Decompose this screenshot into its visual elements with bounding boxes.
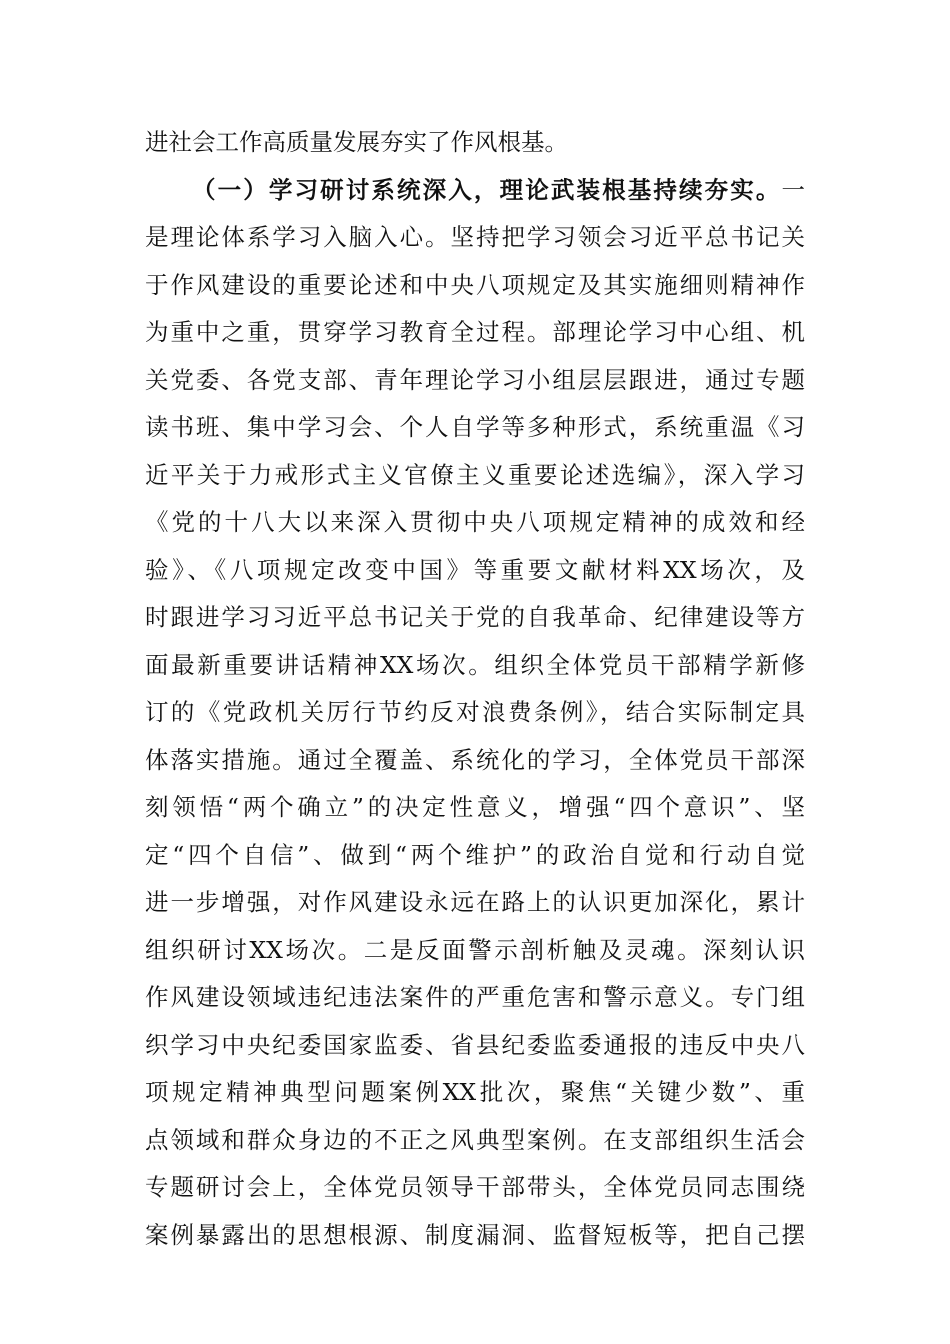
- text-line: 近平关于力戒形式主义官僚主义重要论述选编》，深入学习: [145, 460, 805, 489]
- section-heading: （一）学习研讨系统深入，理论武装根基持续夯实。: [192, 175, 782, 204]
- body-text: [145, 119, 805, 1259]
- text-line: 案例暴露出的思想根源、制度漏洞、监督短板等，把自己摆: [145, 1220, 805, 1249]
- text-line: 关党委、各党支部、青年理论学习小组层层跟进，通过专题: [145, 365, 805, 394]
- text-line-tail: 一: [781, 175, 805, 204]
- text-line: 作风建设领域违纪违法案件的严重危害和警示意义。专门组: [145, 983, 805, 1011]
- text-line: 定“四个自信”、做到“两个维护”的政治自觉和行动自觉: [145, 840, 805, 869]
- text-line: 《党的十八大以来深入贯彻中央八项规定精神的成效和经: [145, 508, 805, 536]
- text-line: 刻领悟“两个确立”的决定性意义，增强“四个意识”、坚: [145, 793, 805, 821]
- text-line: 订的《党政机关厉行节约反对浪费条例》，结合实际制定具: [145, 698, 805, 726]
- text-line: 验》、《八项规定改变中国》等重要文献材料XX场次，及: [145, 555, 805, 584]
- text-line: 专题研讨会上，全体党员领导干部带头，全体党员同志围绕: [145, 1173, 805, 1201]
- text-line: 进一步增强，对作风建设永远在路上的认识更加深化，累计: [145, 888, 805, 916]
- text-line: 是理论体系学习入脑入心。坚持把学习领会习近平总书记关: [145, 223, 805, 251]
- text-line: 面最新重要讲话精神XX场次。组织全体党员干部精学新修: [145, 650, 805, 679]
- text-line: 于作风建设的重要论述和中央八项规定及其实施细则精神作: [145, 270, 805, 299]
- section-heading-line: [145, 167, 805, 215]
- text-line: 为重中之重，贯穿学习教育全过程。部理论学习中心组、机: [145, 318, 805, 346]
- text-line: 组织研讨XX场次。二是反面警示剖析触及灵魂。深刻认识: [145, 935, 805, 964]
- text-line: 织学习中央纪委国家监委、省县纪委监委通报的违反中央八: [145, 1030, 805, 1059]
- text-line: 读书班、集中学习会、个人自学等多种形式，系统重温《习: [145, 413, 805, 441]
- text-line: 体落实措施。通过全覆盖、系统化的学习，全体党员干部深: [145, 745, 805, 774]
- text-line: 点领域和群众身边的不正之风典型案例。在支部组织生活会: [145, 1125, 805, 1154]
- text-line: 项规定精神典型问题案例XX批次，聚焦“关键少数”、重: [145, 1078, 805, 1106]
- text-line: 进社会工作高质量发展夯实了作风根基。: [145, 128, 568, 156]
- text-line: 时跟进学习习近平总书记关于党的自我革命、纪律建设等方: [145, 603, 805, 631]
